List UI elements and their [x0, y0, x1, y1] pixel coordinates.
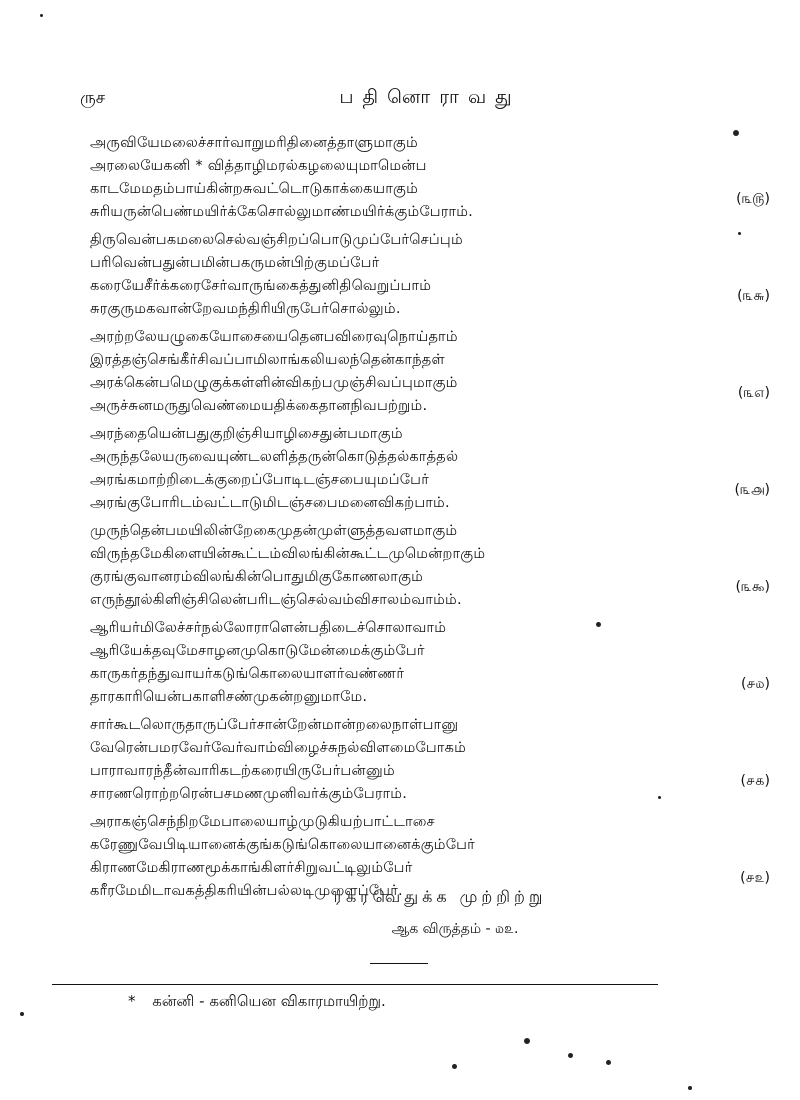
verse-number: (௪௧)	[740, 773, 770, 789]
verse-number: (௪௨)	[740, 870, 770, 886]
verse-line: ஆரியேக்தவுமேசாழனமுகொடுமேன்மைக்கும்பேர்	[90, 642, 425, 659]
footnote-text: கன்னி - கனியென விகாரமாயிற்று.	[152, 992, 386, 1010]
scan-speck	[606, 1060, 611, 1065]
verse	[90, 325, 770, 422]
verse-line: இரத்தஞ்செங்கீர்சிவப்பாமிலாங்கலியலந்தென்காந்தள்	[90, 351, 445, 368]
verse-line: சுரகுருமகவான்றேவமந்திரியிருபேர்சொல்லும்.	[90, 300, 401, 317]
verse-line: அரங்கமாற்றிடைக்குறைப்போடிடஞ்சபையுமப்பேர்	[90, 471, 430, 488]
verse-line: கரேணுவேபிடியானைக்குங்கடுங்கொலையானைக்கும்பேர்	[90, 836, 475, 853]
scan-speck	[688, 1086, 692, 1090]
scan-speck	[568, 1053, 573, 1058]
section-end-heading: ரகரவெதுக்க முற்றிற்று	[333, 887, 547, 906]
footnote-divider	[52, 984, 658, 985]
verse-line: அரலையேகனி * வித்தாழிமரல்கழலையுமாமென்ப	[90, 157, 427, 174]
verse-line: முருந்தென்பமயிலின்றேகைமுதன்முள்ளுத்தவளமாகும்	[90, 522, 458, 539]
verse	[90, 228, 770, 325]
scan-speck	[452, 1064, 457, 1069]
scan-speck	[524, 1038, 530, 1044]
verse-list	[90, 131, 770, 907]
verse-line: கரையேசீர்க்கரைசேர்வாருங்கைத்துனிதிவெறுப்பாம்	[90, 277, 432, 294]
verse	[90, 422, 770, 519]
footnote-marker: *	[128, 992, 136, 1010]
scan-speck	[738, 232, 741, 235]
footnote	[128, 992, 386, 1012]
verse-number: (௩௯)	[735, 579, 770, 595]
verse-line: கரீரமேமிடாவகத்திகரியின்பல்லடிமுளைப்பேர்.	[90, 882, 403, 899]
verse-line: திருவென்பகமலைசெல்வஞ்சிறப்பொடுமுப்பேர்செப்பும்	[90, 231, 463, 248]
verse-number: (௪௰)	[740, 676, 770, 692]
verse-line: கிராணமேகிராணமூக்காங்கிளர்சிறுவட்டிலும்பேர்	[90, 859, 413, 876]
verse-line: அரங்குபோரிடம்வட்டாடுமிடஞ்சபைமனைவிகற்பாம்.	[90, 494, 450, 511]
verse-line: பரிவென்பதுன்பமின்பகருமன்பிற்குமப்பேர்	[90, 254, 380, 271]
page-title: பதினொராவது	[339, 86, 521, 108]
page-number: ருச	[80, 88, 106, 108]
verse-line: தாரகாரியென்பகாளிசண்முகன்றனுமாமே.	[90, 688, 368, 705]
verse-line: வேரென்பமரவேர்வேர்வாம்விழைச்சுநல்விளமைபோகம்	[90, 739, 467, 756]
verse-number: (௩௫)	[736, 191, 770, 207]
verse-line: ஆரியர்மிலேச்சர்நல்லோராளென்பதிடைச்சொலாவாம்	[90, 619, 447, 636]
verse-line: காடமேமதம்பாய்கின்றசுவட்டொடுகாக்கையாகும்	[90, 180, 419, 197]
verse-line: அரந்தையென்பதுகுறிஞ்சியாழிசைதுன்பமாகும்	[90, 425, 403, 442]
verse-line: அராகஞ்செந்நிறமேபாலையாழ்முடுகியற்பாட்டாசை	[90, 813, 435, 830]
verse-number: (௩௮)	[734, 482, 770, 498]
verse-line: சுரியருன்பெண்மயிர்க்கேசொல்லுமாண்மயிர்க்கும்பேராம்.	[90, 203, 474, 220]
verse-line: சாரணரொற்றரென்பசமணமுனிவர்க்கும்பேராம்.	[90, 785, 408, 802]
verse-line: விருந்தமேகிளையின்கூட்டம்விலங்கின்கூட்டமுமென்றாகும்	[90, 545, 486, 562]
scan-speck	[40, 14, 43, 17]
verse	[90, 713, 770, 810]
verse	[90, 131, 770, 228]
verse-line: பாராவாரந்தீன்வாரிகடற்கரையிருபேர்பன்னும்	[90, 762, 395, 779]
scan-speck	[733, 130, 739, 136]
short-divider	[370, 963, 428, 964]
verse	[90, 616, 770, 713]
verse-line: காருகர்தந்துவாயர்கடுங்கொலையாளர்வண்ணர்	[90, 665, 405, 682]
verse-line: சார்கூடலொருதாருப்பேர்சான்றேன்மான்றலைநாள்பானு	[90, 716, 459, 733]
verse-line: அருந்தலேயருவையுண்டலளித்தருன்கொடுத்தல்காத்தல்	[90, 448, 459, 465]
scan-speck	[596, 622, 601, 627]
verse-line: அரக்கென்பமெழுகுக்கள்ளின்விகற்பமுஞ்சிவப்புமாகும்	[90, 374, 458, 391]
verse-line: எருந்தூல்கிளிஞ்சிலென்பரிடஞ்செல்வம்விசாலம்வாம்ம்.	[90, 591, 462, 608]
verse-number: (௩௭)	[737, 385, 770, 401]
verse-line: அரற்றலேயழுகையோசையைதெனபவிரைவுநொய்தாம்	[90, 328, 458, 345]
verse-line: குரங்குவானரம்விலங்கின்பொதுமிகுகோணலாகும்	[90, 568, 424, 585]
verse-number: (௩௬)	[737, 288, 770, 304]
scan-speck	[658, 796, 661, 799]
verse	[90, 519, 770, 616]
verse-line: அருவியேமலைச்சார்வாறுமரிதினைத்தாளுமாகும்	[90, 134, 418, 151]
scan-speck	[20, 1012, 24, 1016]
verse-line: அருச்சுனமருதுவெண்மையதிக்கைதானநிவபற்றும்.	[90, 397, 428, 414]
section-verse-count: ஆக விருத்தம் - ௰௨.	[391, 921, 519, 937]
